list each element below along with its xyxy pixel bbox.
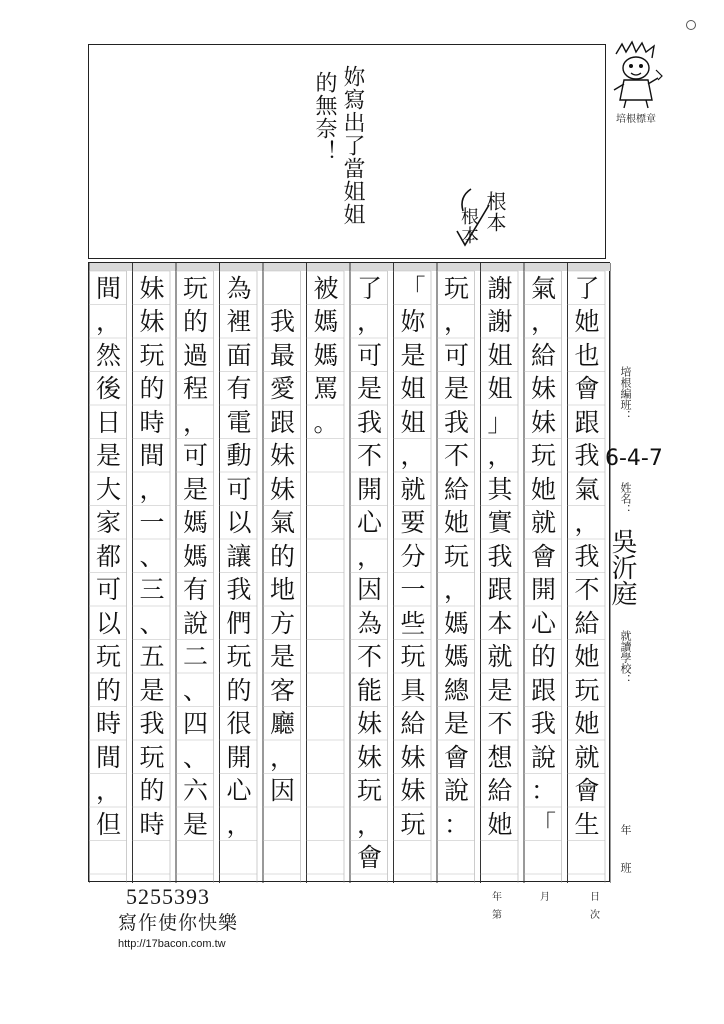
- essay-char: 想: [487, 742, 513, 772]
- essay-char: 她: [574, 642, 600, 671]
- essay-char: 是: [443, 374, 469, 403]
- essay-char: 時: [95, 709, 121, 738]
- class-label: 培根編班：: [619, 366, 632, 421]
- essay-char: 妹: [400, 776, 426, 805]
- essay-char: 會: [530, 541, 556, 571]
- essay-char: 不: [574, 575, 600, 604]
- essay-char: 媽: [182, 541, 208, 571]
- essay-char: 姐: [487, 340, 513, 370]
- comment-line-2: 的無奈！: [312, 71, 337, 163]
- essay-char: 說: [182, 608, 208, 638]
- essay-char: 是: [139, 675, 165, 705]
- essay-char: 、: [139, 541, 165, 571]
- essay-char: 有: [182, 575, 208, 604]
- date-month: 月: [540, 892, 550, 903]
- name-label: 姓名：: [619, 482, 632, 515]
- essay-char: 電: [226, 407, 252, 437]
- essay-char: 她: [574, 709, 600, 738]
- essay-char: 大: [95, 474, 121, 504]
- essay-char: 裡: [226, 307, 252, 336]
- essay-char: 是: [182, 809, 208, 839]
- date-day: 日: [590, 892, 600, 903]
- essay-char: 給: [443, 474, 469, 504]
- class-value: 6-4-7: [605, 446, 663, 471]
- essay-char: 就: [530, 508, 556, 537]
- class-suffix-label: 班: [619, 862, 632, 873]
- essay-char: 可: [95, 575, 121, 604]
- essay-char: 我: [269, 307, 295, 336]
- essay-char: 跟: [487, 575, 513, 604]
- essay-char: 日: [95, 407, 121, 437]
- essay-char: 是: [182, 474, 208, 504]
- essay-char: 妹: [356, 709, 382, 738]
- essay-char: 可: [182, 441, 208, 470]
- essay-char: 玩: [574, 675, 600, 705]
- essay-char: 妹: [530, 407, 556, 437]
- essay-char: 的: [226, 675, 252, 705]
- essay-char: 時: [139, 407, 165, 437]
- essay-char: 一: [139, 508, 165, 537]
- essay-char: 間: [139, 441, 165, 470]
- essay-char: 姐: [400, 407, 426, 437]
- essay-char: 面: [226, 340, 252, 370]
- essay-char: 一: [400, 575, 426, 604]
- school-label: 就讀學校：: [619, 630, 632, 685]
- essay-char: 玩: [139, 742, 165, 772]
- essay-char: ，: [95, 776, 121, 805]
- essay-char: 玩: [443, 273, 469, 303]
- essay-char: 給: [400, 709, 426, 738]
- essay-char: 了: [356, 273, 382, 303]
- essay-char: ：: [530, 776, 556, 805]
- essay-char: 時: [139, 809, 165, 839]
- essay-char: 的: [182, 307, 208, 336]
- comment-mark-repeat: 根本: [458, 207, 479, 245]
- essay-char: 三: [139, 575, 165, 604]
- essay-char: 心: [530, 608, 556, 638]
- essay-char: 說: [443, 776, 469, 805]
- essay-char: 。: [313, 407, 339, 437]
- essay-char: 的: [95, 675, 121, 705]
- essay-char: 因: [356, 575, 382, 604]
- essay-char: 廳: [269, 709, 295, 738]
- essay-char: 妹: [530, 374, 556, 403]
- essay-char: 妹: [139, 273, 165, 303]
- essay-char: 我: [139, 709, 165, 738]
- essay-char: 可: [356, 340, 382, 370]
- essay-char: 有: [226, 374, 252, 403]
- essay-char: 玩: [400, 642, 426, 671]
- essay-char: 的: [530, 642, 556, 671]
- essay-char: 家: [95, 508, 121, 537]
- essay-char: 二: [182, 642, 208, 671]
- essay-char: 開: [530, 575, 556, 604]
- essay-char: 最: [269, 340, 295, 370]
- essay-char: 的: [139, 776, 165, 805]
- essay-char: 會: [574, 374, 600, 403]
- essay-char: 心: [356, 508, 382, 537]
- essay-char: 妹: [269, 441, 295, 470]
- essay-char: 我: [226, 575, 252, 604]
- essay-char: ，: [356, 307, 382, 336]
- essay-char: ，: [269, 742, 295, 772]
- essay-char: 氣: [269, 508, 295, 537]
- essay-char: ：: [443, 809, 469, 839]
- essay-char: 我: [443, 407, 469, 437]
- essay-char: 六: [182, 776, 208, 805]
- essay-char: 跟: [269, 407, 295, 437]
- essay-char: 以: [95, 608, 121, 638]
- essay-char: 給: [530, 340, 556, 370]
- essay-char: 媽: [313, 307, 339, 336]
- essay-char: [264, 269, 302, 307]
- essay-char: 過: [182, 340, 208, 370]
- essay-char: 為: [226, 273, 252, 303]
- essay-char: 讓: [226, 541, 252, 571]
- essay-char: 玩: [95, 642, 121, 671]
- essay-char: 她: [443, 508, 469, 537]
- essay-grid: [88, 262, 610, 882]
- essay-char: 間: [95, 273, 121, 303]
- essay-char: 是: [269, 642, 295, 671]
- essay-char: 玩: [182, 273, 208, 303]
- essay-char: 跟: [530, 675, 556, 705]
- essay-char: 四: [182, 709, 208, 738]
- essay-char: ，: [182, 407, 208, 437]
- essay-char: 會: [356, 843, 382, 872]
- year-label: 年: [619, 824, 632, 835]
- essay-char: 、: [182, 675, 208, 705]
- essay-char: 媽: [182, 508, 208, 537]
- essay-char: 間: [95, 742, 121, 772]
- essay-char: 玩: [139, 340, 165, 370]
- essay-char: 動: [226, 441, 252, 470]
- essay-char: 給: [574, 608, 600, 638]
- essay-char: 我: [487, 541, 513, 571]
- essay-char: 們: [226, 608, 252, 638]
- essay-char: 愛: [269, 374, 295, 403]
- essay-char: 是: [443, 709, 469, 738]
- essay-char: 謝: [487, 273, 513, 303]
- essay-char: 姐: [487, 374, 513, 403]
- essay-char: 我: [356, 407, 382, 437]
- essay-char: 分: [400, 541, 426, 571]
- essay-char: 不: [356, 642, 382, 671]
- date-year: 年: [492, 892, 502, 903]
- essay-char: 不: [443, 441, 469, 470]
- teacher-comment-box: [88, 44, 606, 259]
- essay-char: 謝: [487, 307, 513, 336]
- essay-char: 「: [400, 273, 426, 303]
- essay-char: 媽: [443, 608, 469, 638]
- essay-char: 能: [356, 675, 382, 705]
- essay-char: 就: [400, 474, 426, 504]
- essay-char: 她: [487, 809, 513, 839]
- essay-char: 媽: [313, 340, 339, 370]
- essay-char: 我: [574, 441, 600, 470]
- essay-char: ，: [530, 307, 556, 336]
- essay-char: 以: [226, 508, 252, 537]
- essay-char: 玩: [356, 776, 382, 805]
- essay-char: 可: [226, 474, 252, 504]
- essay-char: 方: [269, 608, 295, 638]
- essay-char: ，: [356, 809, 382, 839]
- essay-char: 說: [530, 742, 556, 772]
- essay-char: 給: [487, 776, 513, 805]
- essay-char: 開: [356, 474, 382, 504]
- essay-char: 是: [400, 340, 426, 370]
- order-prefix: 第: [492, 910, 502, 921]
- essay-char: 玩: [226, 642, 252, 671]
- essay-char: ，: [443, 307, 469, 336]
- essay-char: 生: [574, 809, 600, 839]
- essay-char: 玩: [530, 441, 556, 470]
- footer-url[interactable]: http://17bacon.com.tw: [118, 938, 226, 950]
- essay-char: 具: [400, 675, 426, 705]
- comment-mark: 根本: [483, 191, 507, 233]
- essay-char: 開: [226, 742, 252, 772]
- essay-char: 「: [530, 809, 556, 839]
- essay-char: 氣: [574, 474, 600, 504]
- essay-char: 但: [95, 809, 121, 839]
- essay-char: 氣: [530, 273, 556, 303]
- essay-char: 心: [226, 776, 252, 805]
- essay-char: 妹: [139, 307, 165, 336]
- essay-char: 地: [269, 575, 295, 604]
- essay-char: 、: [182, 742, 208, 772]
- bacon-mascot-icon: [606, 40, 666, 110]
- footer-slogan: 寫作使你快樂: [118, 912, 239, 934]
- essay-char: 會: [443, 742, 469, 772]
- essay-char: 我: [530, 709, 556, 738]
- essay-char: 後: [95, 374, 121, 403]
- essay-char: 媽: [443, 642, 469, 671]
- essay-char: 不: [487, 709, 513, 738]
- essay-char: 妳: [400, 307, 426, 336]
- essay-char: 妹: [356, 742, 382, 772]
- essay-char: 因: [269, 776, 295, 805]
- essay-char: 程: [182, 374, 208, 403]
- essay-char: 客: [269, 675, 295, 705]
- stamp-label: 培根標章: [616, 114, 656, 125]
- essay-char: 罵: [313, 374, 339, 403]
- essay-char: ，: [95, 307, 121, 336]
- essay-char: 的: [139, 374, 165, 403]
- essay-char: ，: [356, 541, 382, 571]
- footer-number: 5255393: [126, 884, 210, 909]
- order-suffix: 次: [590, 910, 600, 921]
- essay-char: 很: [226, 709, 252, 738]
- essay-char: 她: [574, 307, 600, 336]
- essay-char: 都: [95, 541, 121, 571]
- essay-char: ，: [487, 441, 513, 470]
- corner-mark: [686, 20, 696, 30]
- essay-char: 她: [530, 474, 556, 504]
- essay-char: 跟: [574, 407, 600, 437]
- essay-char: ，: [139, 474, 165, 504]
- essay-char: 了: [574, 273, 600, 303]
- essay-char: 總: [443, 675, 469, 705]
- name-value: 吳沂庭: [607, 528, 637, 606]
- essay-char: ，: [400, 441, 426, 470]
- essay-char: 不: [356, 441, 382, 470]
- essay-char: 然: [95, 340, 121, 370]
- essay-char: 五: [139, 642, 165, 671]
- essay-char: 為: [356, 608, 382, 638]
- essay-char: 玩: [443, 541, 469, 571]
- essay-char: 其: [487, 474, 513, 504]
- essay-char: 」: [487, 407, 513, 437]
- essay-char: ，: [574, 508, 600, 537]
- essay-char: ，: [226, 809, 252, 839]
- essay-char: 就: [574, 742, 600, 772]
- essay-char: 玩: [400, 809, 426, 839]
- essay-char: 妹: [400, 742, 426, 772]
- essay-char: 是: [487, 675, 513, 705]
- essay-char: 本: [487, 608, 513, 638]
- essay-char: 實: [487, 508, 513, 537]
- essay-char: 姐: [400, 374, 426, 403]
- essay-char: 是: [95, 441, 121, 470]
- essay-char: 的: [269, 541, 295, 571]
- essay-char: 妹: [269, 474, 295, 504]
- essay-char: 就: [487, 642, 513, 671]
- essay-char: 我: [574, 541, 600, 571]
- essay-char: 會: [574, 776, 600, 805]
- essay-char: 些: [400, 608, 426, 638]
- essay-char: ，: [443, 575, 469, 604]
- essay-char: 要: [400, 508, 426, 537]
- essay-char: 是: [356, 374, 382, 403]
- essay-char: 、: [139, 608, 165, 638]
- essay-char: 被: [313, 273, 339, 303]
- essay-char: 可: [443, 340, 469, 370]
- comment-line-1: 妳寫出了當姐姐: [340, 65, 365, 226]
- essay-char: 也: [574, 340, 600, 370]
